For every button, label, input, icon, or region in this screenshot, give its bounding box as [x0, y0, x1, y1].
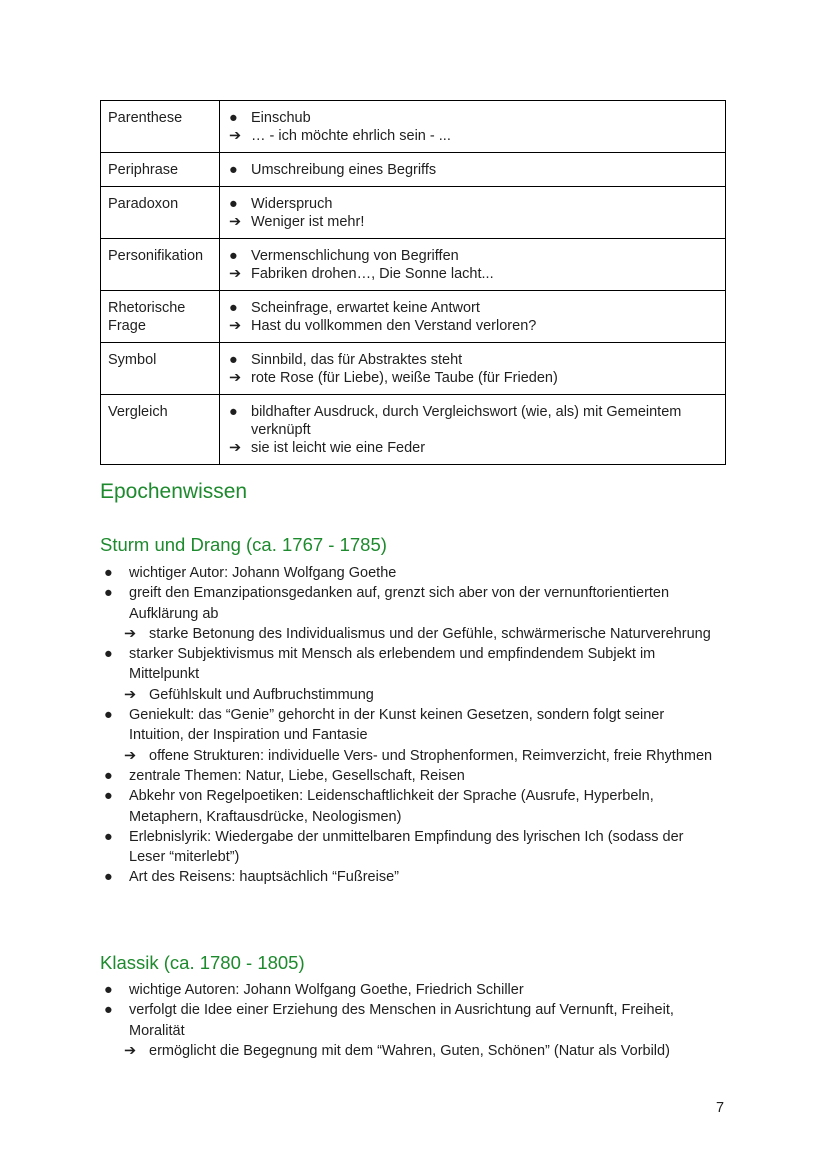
table-row — [101, 291, 726, 343]
bullet-icon: ● — [104, 982, 113, 998]
table-row — [101, 239, 726, 291]
description-text: Scheinfrage, erwartet keine Antwort — [251, 300, 480, 316]
description-text: sie ist leicht wie eine Feder — [251, 440, 426, 456]
description-text: … - ich möchte ehrlich sein - ... — [251, 128, 451, 144]
bullet-icon: ● — [104, 788, 113, 805]
arrow-right-icon: ➔ — [229, 128, 242, 144]
rhetoric-terms-table — [100, 100, 726, 465]
sub-list-item-text: Gefühlskult und Aufbruchstimmung — [149, 686, 374, 703]
list-item-text: Erlebnislyrik: Wiedergabe der unmittelbaren Empfindung des lyrischen Ich (sodass der Leser “miterlebt”) — [129, 828, 684, 866]
bullet-icon: ● — [229, 110, 238, 126]
arrow-right-icon: ➔ — [229, 266, 242, 282]
bullet-icon: ● — [104, 585, 113, 602]
bullet-icon: ● — [104, 828, 113, 845]
table-row — [101, 101, 726, 153]
description-text: Umschreibung eines Begriffs — [251, 162, 437, 178]
description-text: Widerspruch — [251, 196, 333, 212]
term-cell: Paradoxon — [101, 187, 220, 239]
description-cell — [220, 187, 726, 239]
bullet-icon: ● — [229, 196, 238, 212]
arrow-right-icon: ➔ — [124, 686, 137, 703]
description-cell — [220, 291, 726, 343]
section-heading-epochenwissen: Epochenwissen — [100, 480, 248, 503]
sub-list-item — [100, 685, 720, 705]
arrow-right-icon: ➔ — [229, 370, 242, 386]
table-row — [101, 343, 726, 395]
description-line — [227, 351, 718, 369]
description-cell — [220, 153, 726, 187]
description-text: Vermenschlichung von Begriffen — [251, 248, 459, 264]
list-item-text: Geniekult: das “Genie” gehorcht in der Kunst keinen Gesetzen, sondern folgt seiner Intuition, der Inspiration und Fantasie — [129, 707, 665, 744]
list-item-text: starker Subjektivismus mit Mensch als erlebendem und empfindendem Subjekt im Mittelpunkt — [129, 646, 656, 683]
bullet-icon: ● — [229, 300, 238, 316]
klassik-list — [100, 980, 720, 1061]
list-item-text: zentrale Themen: Natur, Liebe, Gesellschaft, Reisen — [129, 767, 465, 784]
description-line — [227, 369, 718, 387]
description-cell — [220, 395, 726, 465]
bullet-icon: ● — [104, 565, 113, 581]
sub-list-item — [100, 746, 720, 766]
sub-list-item-text: starke Betonung des Individualismus und der Gefühle, schwärmerische Naturverehrung — [149, 625, 711, 642]
list-item — [100, 644, 720, 685]
arrow-right-icon: ➔ — [124, 1042, 137, 1059]
sub-list-item-text: offene Strukturen: individuelle Vers- und Strophenformen, Reimverzicht, freie Rhythmen — [149, 747, 713, 764]
description-text: rote Rose (für Liebe), weiße Taube (für Frieden) — [251, 370, 558, 386]
description-cell — [220, 239, 726, 291]
bullet-icon: ● — [229, 162, 238, 178]
description-text: Sinnbild, das für Abstraktes steht — [251, 352, 463, 368]
bullet-icon: ● — [104, 869, 113, 886]
table-row — [101, 153, 726, 187]
arrow-right-icon: ➔ — [229, 440, 242, 456]
description-line — [227, 439, 718, 457]
description-text: Hast du vollkommen den Verstand verloren? — [251, 318, 537, 334]
section-title-klassik: Klassik (ca. 1780 - 1805) — [100, 952, 305, 973]
table-row — [101, 395, 726, 465]
sturm-und-drang-list — [100, 563, 720, 888]
description-text: Einschub — [251, 110, 311, 126]
bullet-icon: ● — [229, 404, 238, 420]
list-item-text: wichtiger Autor: Johann Wolfgang Goethe — [129, 565, 397, 581]
description-line — [227, 161, 718, 179]
list-item-text: Abkehr von Regelpoetiken: Leidenschaftlichkeit der Sprache (Ausrufe, Hyperbeln, Metaphern, Kraftausdrücke, Neologismen) — [129, 788, 654, 825]
page-number: 7 — [716, 1100, 725, 1116]
arrow-right-icon: ➔ — [124, 625, 137, 642]
bullet-icon: ● — [104, 1002, 113, 1019]
sub-list-item-text: ermöglicht die Begegnung mit dem “Wahren, Guten, Schönen” (Natur als Vorbild) — [149, 1042, 670, 1059]
list-item — [100, 980, 720, 1000]
bullet-icon: ● — [229, 248, 238, 264]
description-line — [227, 403, 718, 439]
bullet-icon: ● — [104, 707, 113, 724]
list-item — [100, 827, 720, 868]
list-item-text: wichtige Autoren: Johann Wolfgang Goethe, Friedrich Schiller — [129, 982, 524, 998]
description-line — [227, 247, 718, 265]
description-line — [227, 109, 718, 127]
term-cell: Rhetorische Frage — [101, 291, 220, 343]
description-line — [227, 317, 718, 335]
arrow-right-icon: ➔ — [229, 318, 242, 334]
term-cell: Parenthese — [101, 101, 220, 153]
list-item — [100, 766, 720, 786]
list-item — [100, 563, 720, 583]
term-cell: Personifikation — [101, 239, 220, 291]
term-cell: Vergleich — [101, 395, 220, 465]
list-item — [100, 705, 720, 746]
term-cell: Periphrase — [101, 153, 220, 187]
list-item — [100, 786, 720, 827]
description-cell — [220, 101, 726, 153]
description-text: bildhafter Ausdruck, durch Vergleichswort (wie, als) mit Gemeintem verknüpft — [251, 404, 682, 438]
table-row — [101, 187, 726, 239]
description-text: Fabriken drohen…, Die Sonne lacht... — [251, 266, 494, 282]
arrow-right-icon: ➔ — [124, 747, 137, 764]
description-line — [227, 213, 718, 231]
sub-list-item — [100, 1041, 720, 1061]
description-cell — [220, 343, 726, 395]
term-cell: Symbol — [101, 343, 220, 395]
description-line — [227, 265, 718, 283]
description-line — [227, 195, 718, 213]
list-item — [100, 867, 720, 887]
list-item-text: verfolgt die Idee einer Erziehung des Menschen in Ausrichtung auf Vernunft, Freiheit, Moralität — [129, 1002, 674, 1039]
list-item — [100, 1000, 720, 1041]
description-text: Weniger ist mehr! — [251, 214, 365, 230]
description-line — [227, 127, 718, 145]
bullet-icon: ● — [104, 646, 113, 663]
section-title-sturm-und-drang: Sturm und Drang (ca. 1767 - 1785) — [100, 534, 387, 555]
list-item-text: greift den Emanzipationsgedanken auf, grenzt sich aber von der vernunftorientierten Aufklärung ab — [129, 585, 670, 622]
list-item — [100, 583, 720, 624]
list-item-text: Art des Reisens: hauptsächlich “Fußreise” — [129, 869, 399, 886]
bullet-icon: ● — [229, 352, 238, 368]
bullet-icon: ● — [104, 767, 113, 784]
sub-list-item — [100, 624, 720, 644]
arrow-right-icon: ➔ — [229, 214, 242, 230]
description-line — [227, 299, 718, 317]
